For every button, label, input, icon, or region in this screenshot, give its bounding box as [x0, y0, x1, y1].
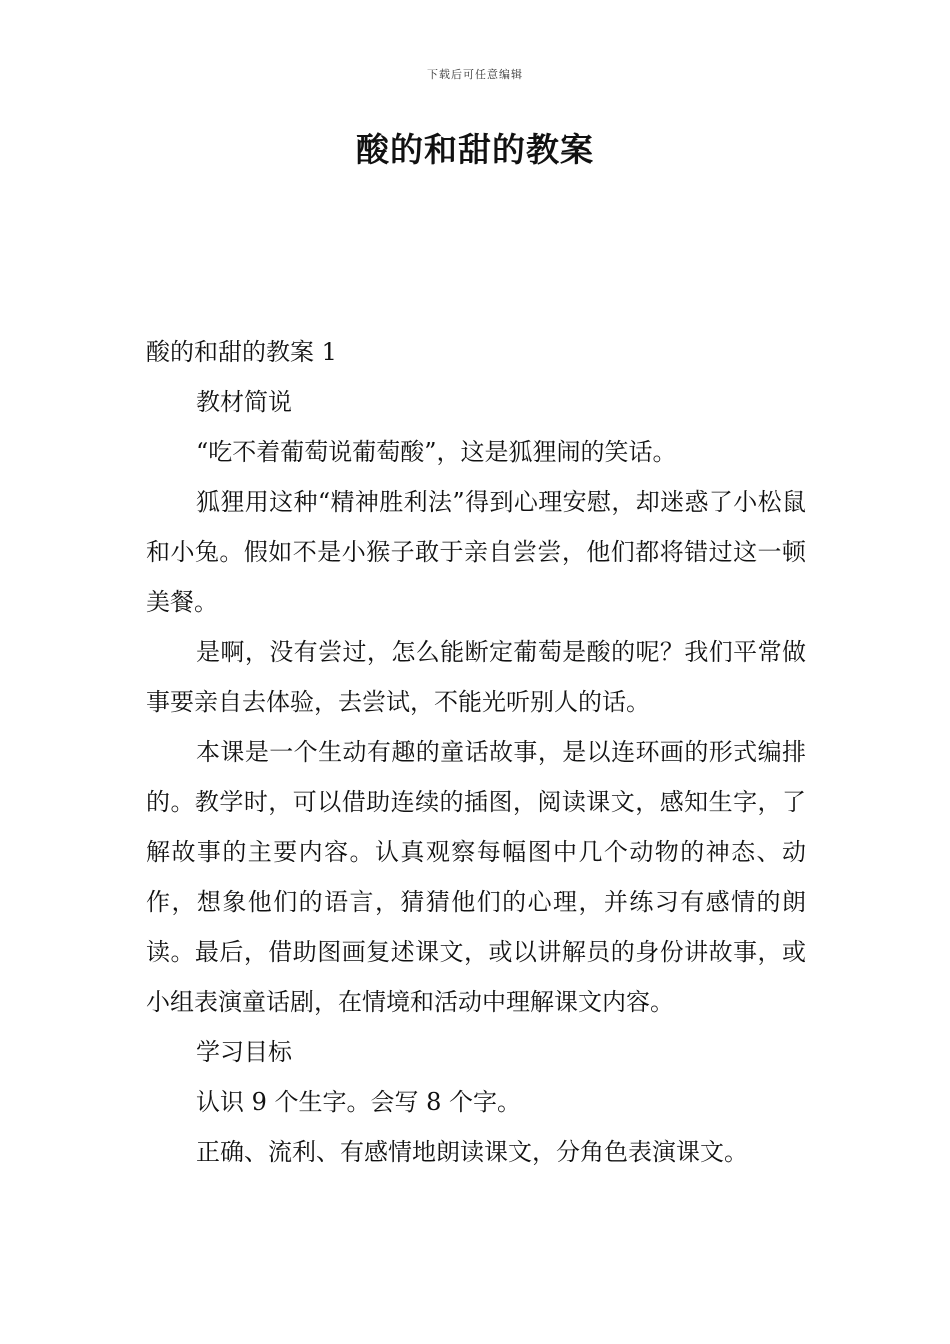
paragraph: 本课是一个生动有趣的童话故事，是以连环画的形式编排的。教学时，可以借助连续的插图，阅读课文，感知生字，了解故事的主要内容。认真观察每幅图中几个动物的神态、动作，想象他们的语言，猜猜他们的心理，并练习有感情的朗读。最后，借助图画复述课文，或以讲解员的身份讲故事，或小组表演童话剧，在情境和活动中理解课文内容。	[146, 738, 806, 1016]
document-title: 酸的和甜的教案	[356, 130, 594, 169]
paragraph: 正确、流利、有感情地朗读课文，分角色表演课文。	[196, 1138, 748, 1166]
document-body	[146, 327, 806, 1177]
paragraph: 狐狸用这种“精神胜利法”得到心理安慰，却迷惑了小松鼠和小兔。假如不是小猴子敢于亲自尝尝，他们都将错过这一顿美餐。	[146, 488, 806, 616]
section-heading: 酸的和甜的教案 1	[146, 338, 337, 366]
paragraph: “吃不着葡萄说葡萄酸”，这是狐狸闹的笑话。	[196, 438, 677, 466]
subheading-textbook-intro: 教材简说	[196, 388, 292, 416]
paragraph: 认识 9 个生字。会写 8 个字。	[196, 1088, 522, 1116]
header-note: 下载后可任意编辑	[427, 68, 523, 81]
subheading-learning-goals: 学习目标	[196, 1038, 292, 1066]
paragraph: 是啊，没有尝过，怎么能断定葡萄是酸的呢？我们平常做事要亲自去体验，去尝试，不能光听别人的话。	[146, 638, 806, 716]
